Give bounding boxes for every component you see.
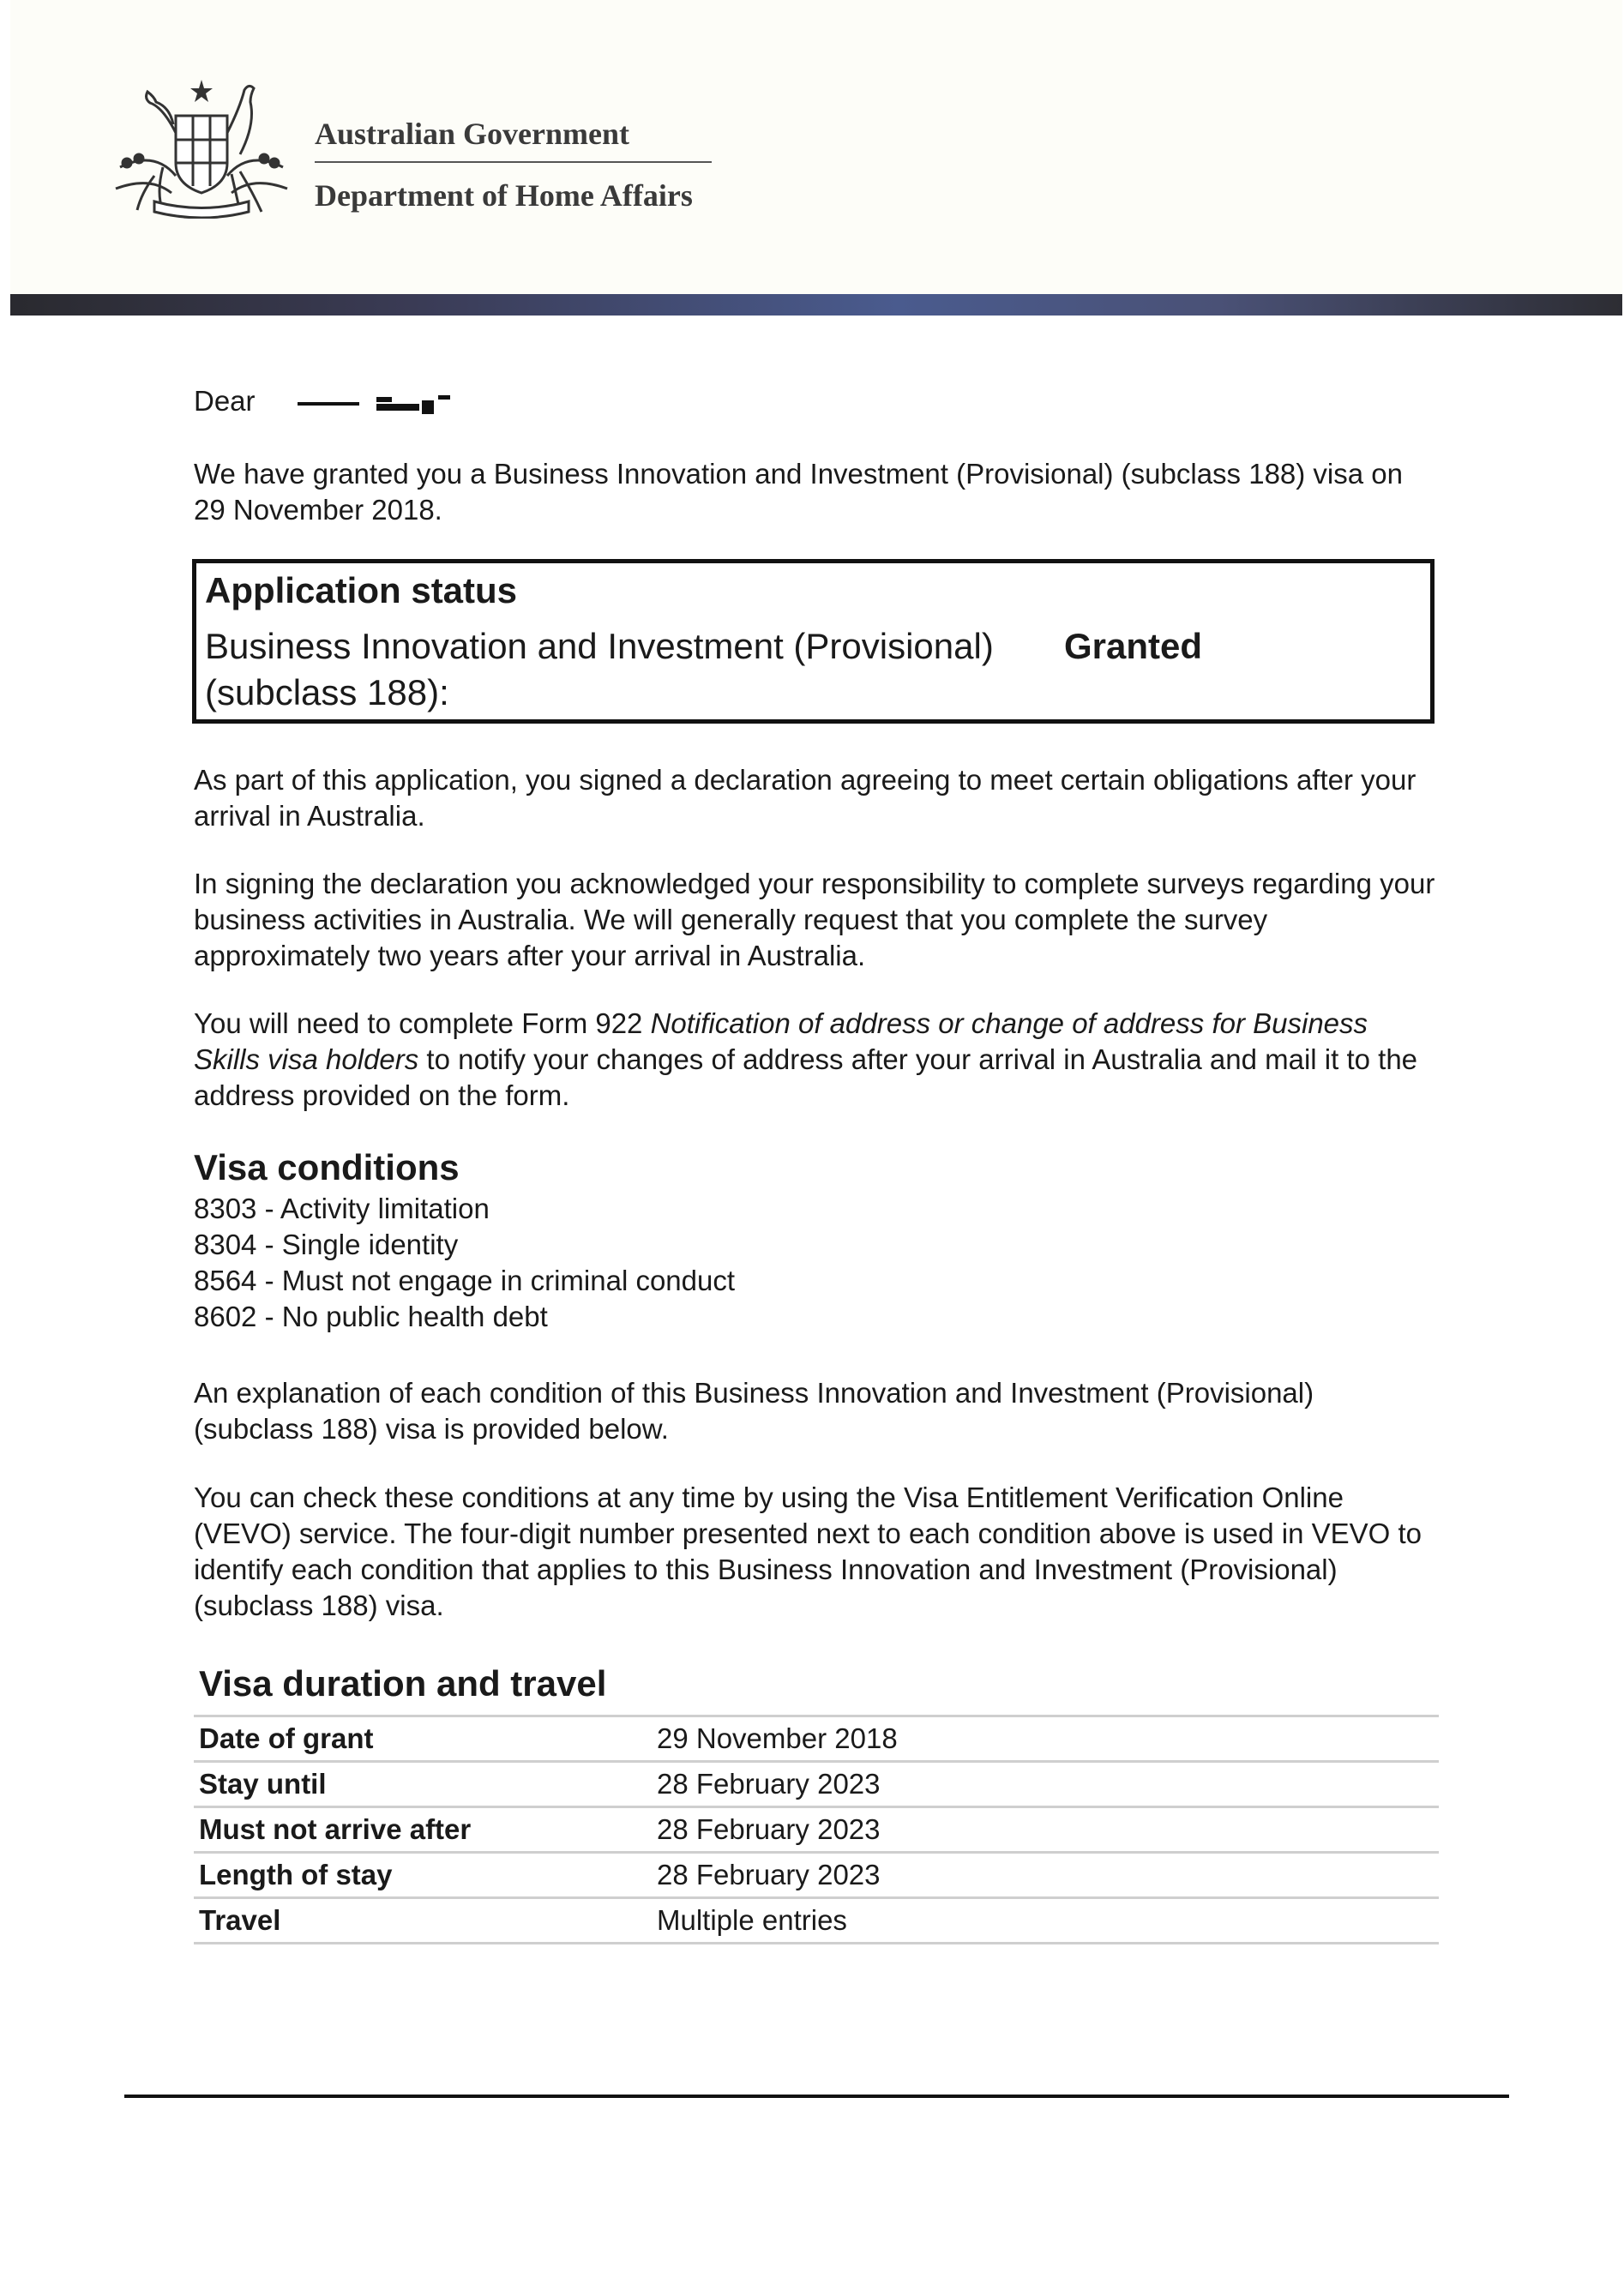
header-band [10, 294, 1622, 316]
condition-item: 8304 - Single identity [194, 1229, 459, 1260]
letterhead-divider [315, 161, 712, 163]
condition-item: 8303 - Activity limitation [194, 1193, 490, 1224]
table-row [194, 1807, 1439, 1853]
application-status-box [192, 559, 1435, 724]
condition-item: 8602 - No public health debt [194, 1301, 548, 1332]
row-label: Date of grant [194, 1716, 652, 1762]
letterhead [10, 0, 1622, 296]
row-value: 28 February 2023 [652, 1853, 1439, 1898]
row-value: 28 February 2023 [652, 1807, 1439, 1853]
coat-of-arms-icon [103, 73, 300, 219]
table-row [194, 1762, 1439, 1807]
row-label: Stay until [194, 1762, 652, 1807]
vevo-paragraph: You can check these conditions at any time by using the Visa Entitlement Verification Online (VEVO) service. The four-digit number presented next to each condition above is used in VEVO to identify each condition that applies to this Business Innovation and Investment (Provisional) (subclass 188) visa. [194, 1482, 1422, 1621]
table-row [194, 1898, 1439, 1944]
surveys-paragraph: In signing the declaration you acknowledged your responsibility to complete surveys regarding your business activities in Australia. We will generally request that you complete the survey approximately two years after your arrival in Australia. [194, 868, 1435, 971]
row-label: Must not arrive after [194, 1807, 652, 1853]
obligations-paragraph: As part of this application, you signed a declaration agreeing to meet certain obligations after your arrival in Australia. [194, 764, 1416, 832]
row-value: 29 November 2018 [652, 1716, 1439, 1762]
application-status-title: Application status [205, 570, 518, 610]
department-name: Department of Home Affairs [315, 178, 693, 213]
salutation-text: Dear [194, 385, 256, 417]
visa-duration-heading: Visa duration and travel [199, 1663, 607, 1704]
visa-type: Business Innovation and Investment (Provisional) (subclass 188): [205, 626, 994, 712]
footer-divider [124, 2095, 1509, 2098]
row-value: 28 February 2023 [652, 1762, 1439, 1807]
row-label: Travel [194, 1898, 652, 1944]
form-922-paragraph: You will need to complete Form 922 Notification of address or change of address for Business Skills visa holders to notify your changes of address after your arrival in Australia and mail it to the address provided on the form. [194, 1007, 1418, 1111]
government-name: Australian Government [315, 117, 629, 151]
status-badge: Granted [1064, 626, 1203, 666]
form-922-title: Notification of address or change of address for Business Skills visa holders [194, 1007, 1368, 1075]
intro-paragraph: We have granted you a Business Innovation and Investment (Provisional) (subclass 188) visa on 29 November 2018. [194, 458, 1403, 526]
row-label: Length of stay [194, 1853, 652, 1898]
visa-conditions-heading: Visa conditions [194, 1147, 460, 1187]
conditions-explanation-paragraph: An explanation of each condition of this Business Innovation and Investment (Provisional) (subclass 188) visa is provided below. [194, 1377, 1314, 1445]
redacted-name [298, 390, 460, 416]
row-value: Multiple entries [652, 1898, 1439, 1944]
salutation [194, 383, 1439, 419]
visa-conditions-list [194, 1191, 1439, 1335]
table-row [194, 1716, 1439, 1762]
table-row [194, 1853, 1439, 1898]
condition-item: 8564 - Must not engage in criminal conduct [194, 1265, 736, 1296]
visa-duration-table [194, 1715, 1439, 1944]
